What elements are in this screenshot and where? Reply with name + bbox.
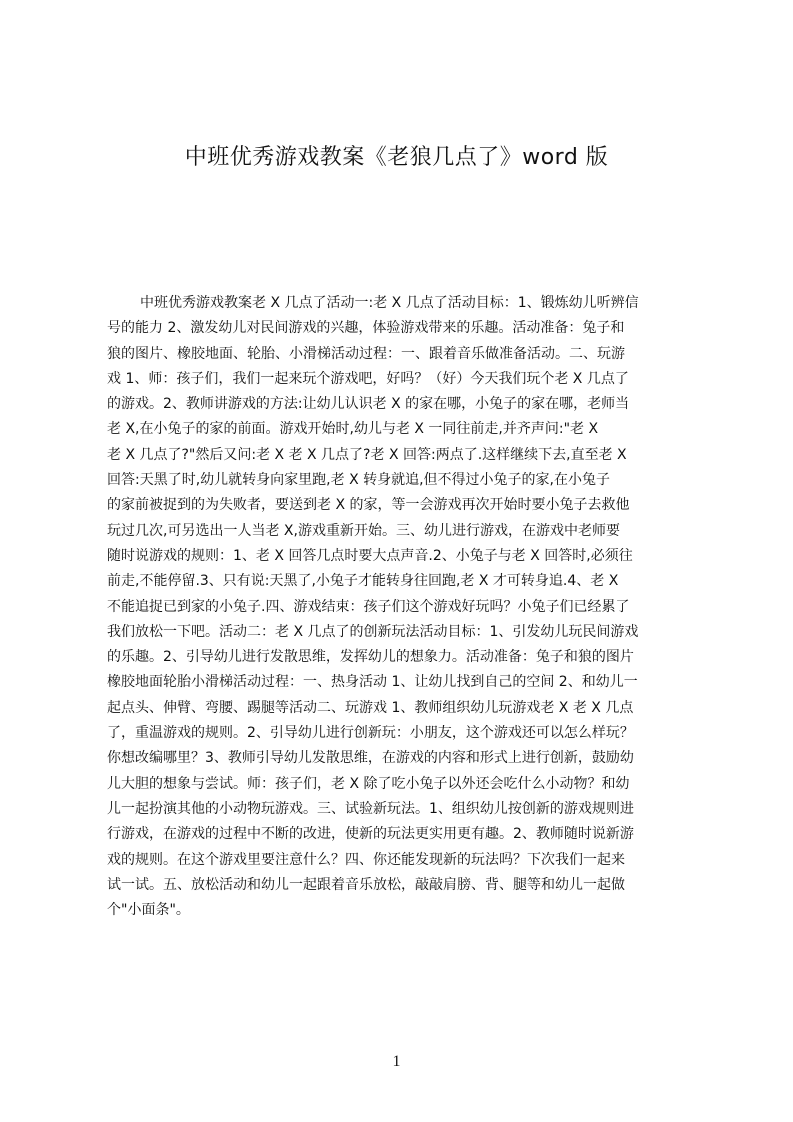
body-line: 号的能力 2、激发幼儿对民间游戏的兴趣，体验游戏带来的乐趣。活动准备：兔子和 [107,320,625,337]
body-line: 行游戏，在游戏的过程中不断的改进，使新的玩法更实用更有趣。2、教师随时说新游 [107,826,634,843]
body-line: 戏 1、师：孩子们，我们一起来玩个游戏吧，好吗？（好）今天我们玩个老 X 几点了 [107,370,629,387]
body-line: 的乐趣。2、引导幼儿进行发散思维，发挥幼儿的想象力。活动准备：兔子和狼的图片 [107,649,634,666]
body-line: 我们放松一下吧。活动二：老 X 几点了的创新玩法活动目标：1、引发幼儿玩民间游戏 [107,623,639,640]
body-line: 戏的规则。在这个游戏里要注意什么？四、你还能发现新的玩法吗？下次我们一起来 [107,851,625,868]
document-body [107,291,699,951]
body-line: 玩过几次,可另选出一人当老 X,游戏重新开始。三、幼儿进行游戏，在游戏中老师要 [107,522,620,539]
body-line: 的家前被捉到的为失败者，要送到老 X 的家，等一会游戏再次开始时要小兔子去救他 [107,497,630,514]
page-number: 1 [392,1053,401,1070]
body-line: 试一试。五、放松活动和幼儿一起跟着音乐放松，敲敲肩膀、背、腿等和幼儿一起做 [107,876,625,893]
body-line: 儿大胆的想象与尝试。师：孩子们，老 X 除了吃小兔子以外还会吃什么小动物？和幼 [107,775,630,792]
body-line: 儿一起扮演其他的小动物玩游戏。三、试验新玩法。1、组织幼儿按创新的游戏规则进 [107,800,634,817]
body-line: 中班优秀游戏教案老 X 几点了活动一:老 X 几点了活动目标：1、锻炼幼儿听辨信 [140,295,639,311]
body-line: 个"小面条"。 [107,902,190,919]
body-line: 了，重温游戏的规则。2、引导幼儿进行创新玩：小朋友，这个游戏还可以怎么样玩？ [107,725,634,742]
body-line: 回答:天黑了时,幼儿就转身向家里跑,老 X 转身就追,但不得过小兔子的家,在小兔子 [107,472,611,489]
body-line: 随时说游戏的规则：1、老 X 回答几点时要大点声音.2、小兔子与老 X 回答时,必须往 [107,547,633,564]
body-line: 的游戏。2、教师讲游戏的方法:让幼儿认识老 X 的家在哪，小兔子的家在哪，老师当 [107,396,630,413]
body-line: 不能追捉已到家的小兔子.四、游戏结束：孩子们这个游戏好玩吗？小兔子们已经累了 [107,598,630,615]
body-line: 狼的图片、橡胶地面、轮胎、小滑梯活动过程：一、跟着音乐做准备活动。二、玩游 [107,345,625,362]
body-line: 你想改编哪里？3、教师引导幼儿发散思维，在游戏的内容和形式上进行创新，鼓励幼 [107,750,634,767]
document-title: 中班优秀游戏教案《老狼几点了》word 版 [184,145,609,170]
body-line: 起点头、伸臂、弯腰、踢腿等活动二、玩游戏 1、教师组织幼儿玩游戏老 X 老 X 几点 [107,699,634,716]
body-line: 老 X,在小兔子的家的前面。游戏开始时,幼儿与老 X 一同往前走,并齐声问:"老 X [107,421,599,438]
body-line: 老 X 几点了?"然后又问:老 X 老 X 几点了?老 X 回答:两点了.这样继续下去,直至老 X [107,446,627,463]
body-line: 前走,不能停留.3、只有说:天黑了,小兔子才能转身往回跑,老 X 才可转身追.4、老 X [107,573,619,590]
body-line: 橡胶地面轮胎小滑梯活动过程：一、热身活动 1、让幼儿找到自己的空间 2、和幼儿一 [107,674,638,691]
